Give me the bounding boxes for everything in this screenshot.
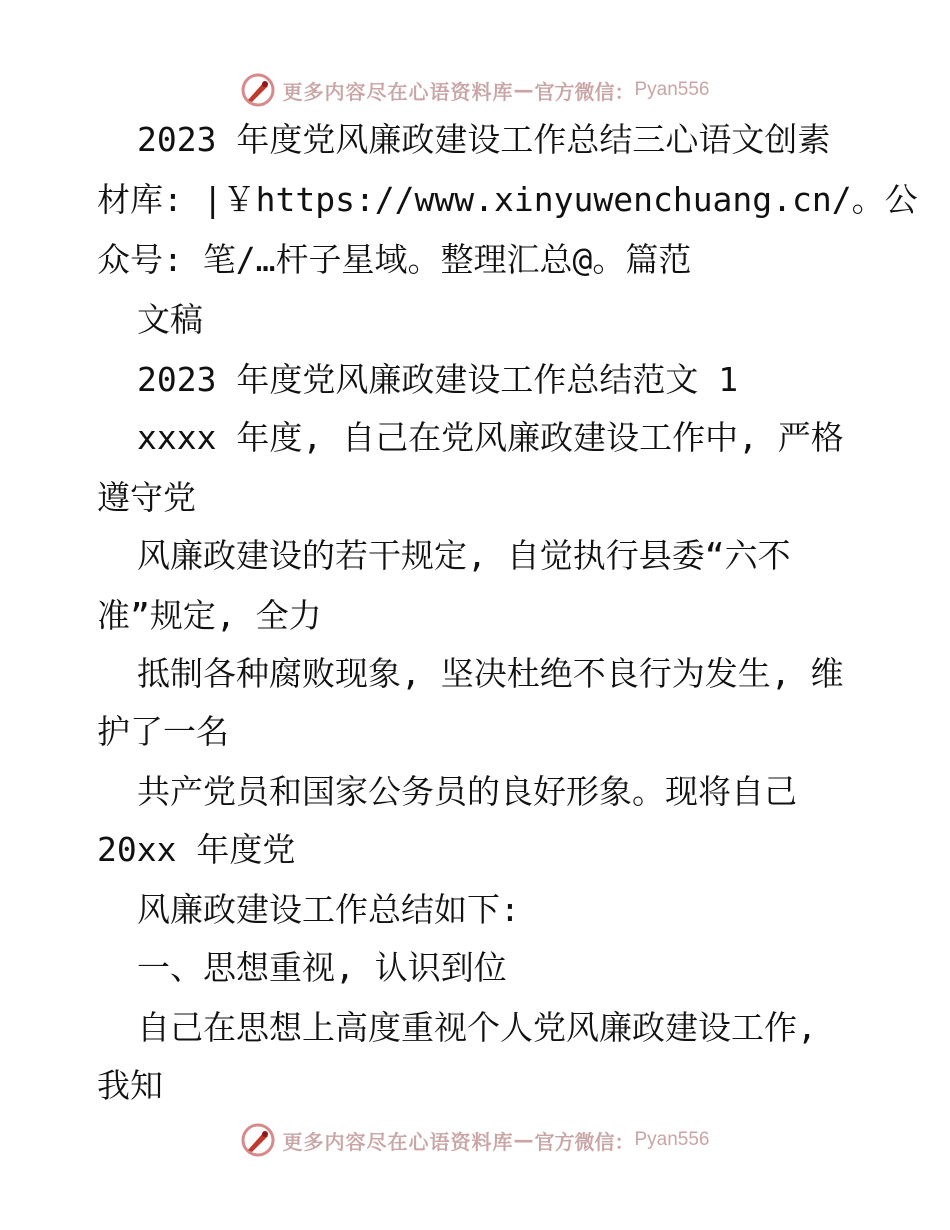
text-line: 2023 年度党风廉政建设工作总结三心语文创素 xyxy=(137,120,831,159)
text-line: xxxx 年度, 自己在党风廉政建设工作中, 严格 xyxy=(137,418,844,457)
text-line: 我知 xyxy=(97,1066,163,1105)
pen-logo-icon xyxy=(240,1122,276,1158)
text-line: 遵守党 xyxy=(97,478,196,517)
section-heading: 一、思想重视, 认识到位 xyxy=(137,948,507,987)
banner-text: 更多内容尽在心语资料库 xyxy=(282,1129,514,1154)
text-line: 准”规定, 全力 xyxy=(97,596,322,635)
banner-dash: — xyxy=(513,1128,535,1152)
banner-dash: — xyxy=(513,78,535,102)
text-line: 风廉政建设的若干规定, 自觉执行县委“六不 xyxy=(137,536,791,575)
text-line: 自己在思想上高度重视个人党风廉政建设工作, xyxy=(137,1008,817,1047)
text-line: 20xx 年度党 xyxy=(97,830,296,869)
text-line: 众号: 笔/…杆子星域。整理汇总@。篇范 xyxy=(97,240,692,279)
text-line: 文稿 xyxy=(137,300,203,339)
pen-logo-icon xyxy=(240,72,276,108)
text-line: 抵制各种腐败现象, 坚决杜绝不良行为发生, 维 xyxy=(137,654,844,693)
text-line: 2023 年度党风廉政建设工作总结范文 1 xyxy=(137,360,739,399)
text-line: 护了一名 xyxy=(97,712,229,751)
header-watermark-banner xyxy=(0,70,950,110)
text-line: 共产党员和国家公务员的良好形象。现将自己 xyxy=(137,772,797,811)
text-line: 风廉政建设工作总结如下: xyxy=(137,890,520,929)
banner-wechat-label: 官方微信： xyxy=(534,1129,635,1154)
footer-watermark-banner xyxy=(0,1120,950,1160)
text-line: 材库: |￥https://www.xinyuwenchuang.cn/。公 xyxy=(97,180,918,219)
banner-wechat-id: Pyan556 xyxy=(634,79,710,100)
banner-wechat-id: Pyan556 xyxy=(634,1129,710,1150)
banner-wechat-label: 官方微信： xyxy=(534,79,635,104)
banner-text: 更多内容尽在心语资料库 xyxy=(282,79,514,104)
